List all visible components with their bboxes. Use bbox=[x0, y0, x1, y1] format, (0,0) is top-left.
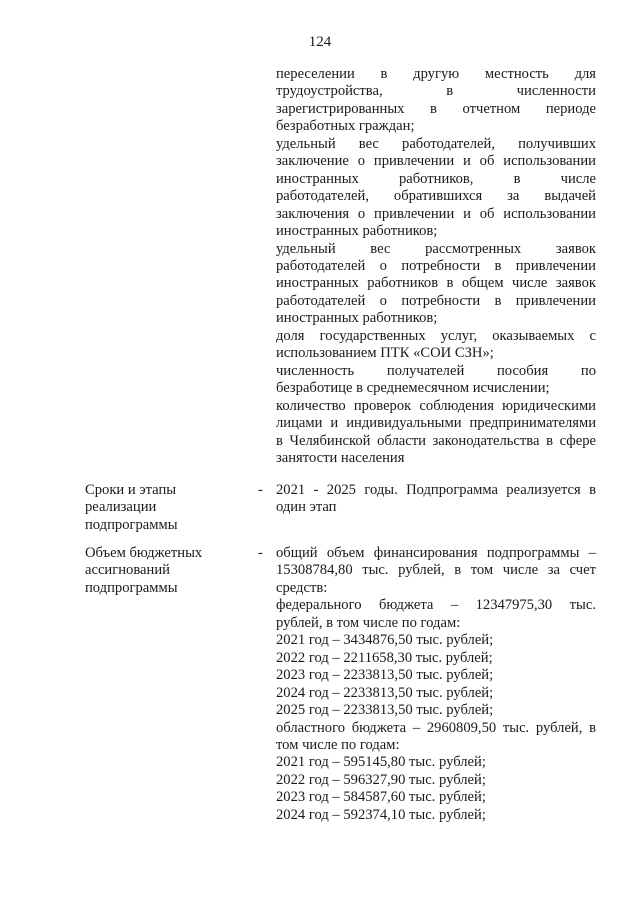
row-label-line: Объем бюджетных bbox=[85, 545, 203, 561]
budget-label bbox=[85, 545, 245, 597]
page-number: 124 bbox=[308, 34, 332, 50]
indicator-line: безработице в среднемесячном исчислении; bbox=[276, 380, 550, 397]
row-label-line: подпрограммы bbox=[85, 579, 178, 596]
indicator-line: количество проверок соблюдения юридическими bbox=[276, 397, 596, 414]
indicator-line: использованием ПТК «СОИ СЗН»; bbox=[276, 345, 494, 362]
row-label-line: реализации bbox=[85, 499, 157, 516]
indicator-line: численность получателей пособия по bbox=[276, 362, 596, 379]
indicator-line: удельный вес рассмотренных заявок bbox=[276, 240, 596, 257]
indicator-line: работодателей, обратившихся за выдачей bbox=[276, 188, 596, 205]
row-label-line: ассигнований bbox=[85, 562, 170, 579]
indicator-line: иностранных работников, в числе bbox=[276, 170, 596, 187]
indicator-line: трудоустройства, в численности bbox=[276, 83, 596, 100]
budget-text-line: 2022 год – 2211658,30 тыс. рублей; bbox=[276, 649, 493, 666]
timeline-dash: - bbox=[258, 482, 263, 498]
indicator-line: в Челябинской области законодательства в сфере bbox=[276, 432, 596, 449]
indicator-line: зарегистрированных в отчетном периоде bbox=[276, 100, 596, 117]
indicator-line: безработных граждан; bbox=[276, 118, 415, 135]
budget-text-line: рублей, в том числе по годам: bbox=[276, 614, 461, 631]
timeline-text-line: 2021 - 2025 годы. Подпрограмма реализуется в bbox=[276, 482, 596, 498]
budget-text-line: 2024 год – 2233813,50 тыс. рублей; bbox=[276, 684, 494, 701]
budget-text-line: 15308784,80 тыс. рублей, в том числе за счет bbox=[276, 562, 596, 579]
indicator-line: работодателей о потребности в привлечении bbox=[276, 257, 596, 274]
budget-text-line: 2023 год – 584587,60 тыс. рублей; bbox=[276, 789, 486, 806]
indicator-line: иностранных работников; bbox=[276, 310, 438, 327]
budget-text-line: том числе по годам: bbox=[276, 736, 400, 753]
budget-dash: - bbox=[258, 545, 263, 561]
budget-text-line: областного бюджета – 2960809,50 тыс. рублей, в bbox=[276, 719, 596, 736]
indicator-line: занятости населения bbox=[276, 449, 405, 466]
budget-text-line: средств: bbox=[276, 579, 328, 596]
indicator-line: заключение о привлечении и об использовании bbox=[276, 153, 596, 170]
indicator-line: лицами и индивидуальными предпринимателями bbox=[276, 415, 596, 432]
budget-text-line: 2023 год – 2233813,50 тыс. рублей; bbox=[276, 667, 494, 684]
indicator-line: иностранных работников; bbox=[276, 223, 438, 240]
budget-content bbox=[276, 545, 596, 824]
indicator-line: иностранных работников в общем числе заявок bbox=[276, 275, 596, 292]
timeline-content bbox=[276, 482, 596, 517]
indicator-line: доля государственных услуг, оказываемых с bbox=[276, 327, 596, 344]
indicator-line: заключения о привлечении и об использовании bbox=[276, 205, 596, 222]
budget-text-line: 2021 год – 595145,80 тыс. рублей; bbox=[276, 754, 486, 771]
row-label-line: подпрограммы bbox=[85, 516, 178, 533]
budget-text-line: 2021 год – 3434876,50 тыс. рублей; bbox=[276, 632, 494, 649]
timeline-label bbox=[85, 482, 245, 534]
indicator-line: удельный вес работодателей, получивших bbox=[276, 135, 596, 152]
indicator-line: работодателей о потребности в привлечении bbox=[276, 292, 596, 309]
budget-text-line: общий объем финансирования подпрограммы – bbox=[276, 545, 596, 561]
budget-text-line: 2025 год – 2233813,50 тыс. рублей; bbox=[276, 702, 494, 719]
budget-text-line: 2024 год – 592374,10 тыс. рублей; bbox=[276, 806, 486, 823]
timeline-text-line: один этап bbox=[276, 499, 337, 516]
indicator-line: переселении в другую местность для bbox=[276, 66, 596, 82]
budget-text-line: федерального бюджета – 12347975,30 тыс. bbox=[276, 597, 596, 614]
row-label-line: Сроки и этапы bbox=[85, 482, 177, 498]
budget-text-line: 2022 год – 596327,90 тыс. рублей; bbox=[276, 771, 486, 788]
indicators-continuation bbox=[276, 66, 596, 467]
